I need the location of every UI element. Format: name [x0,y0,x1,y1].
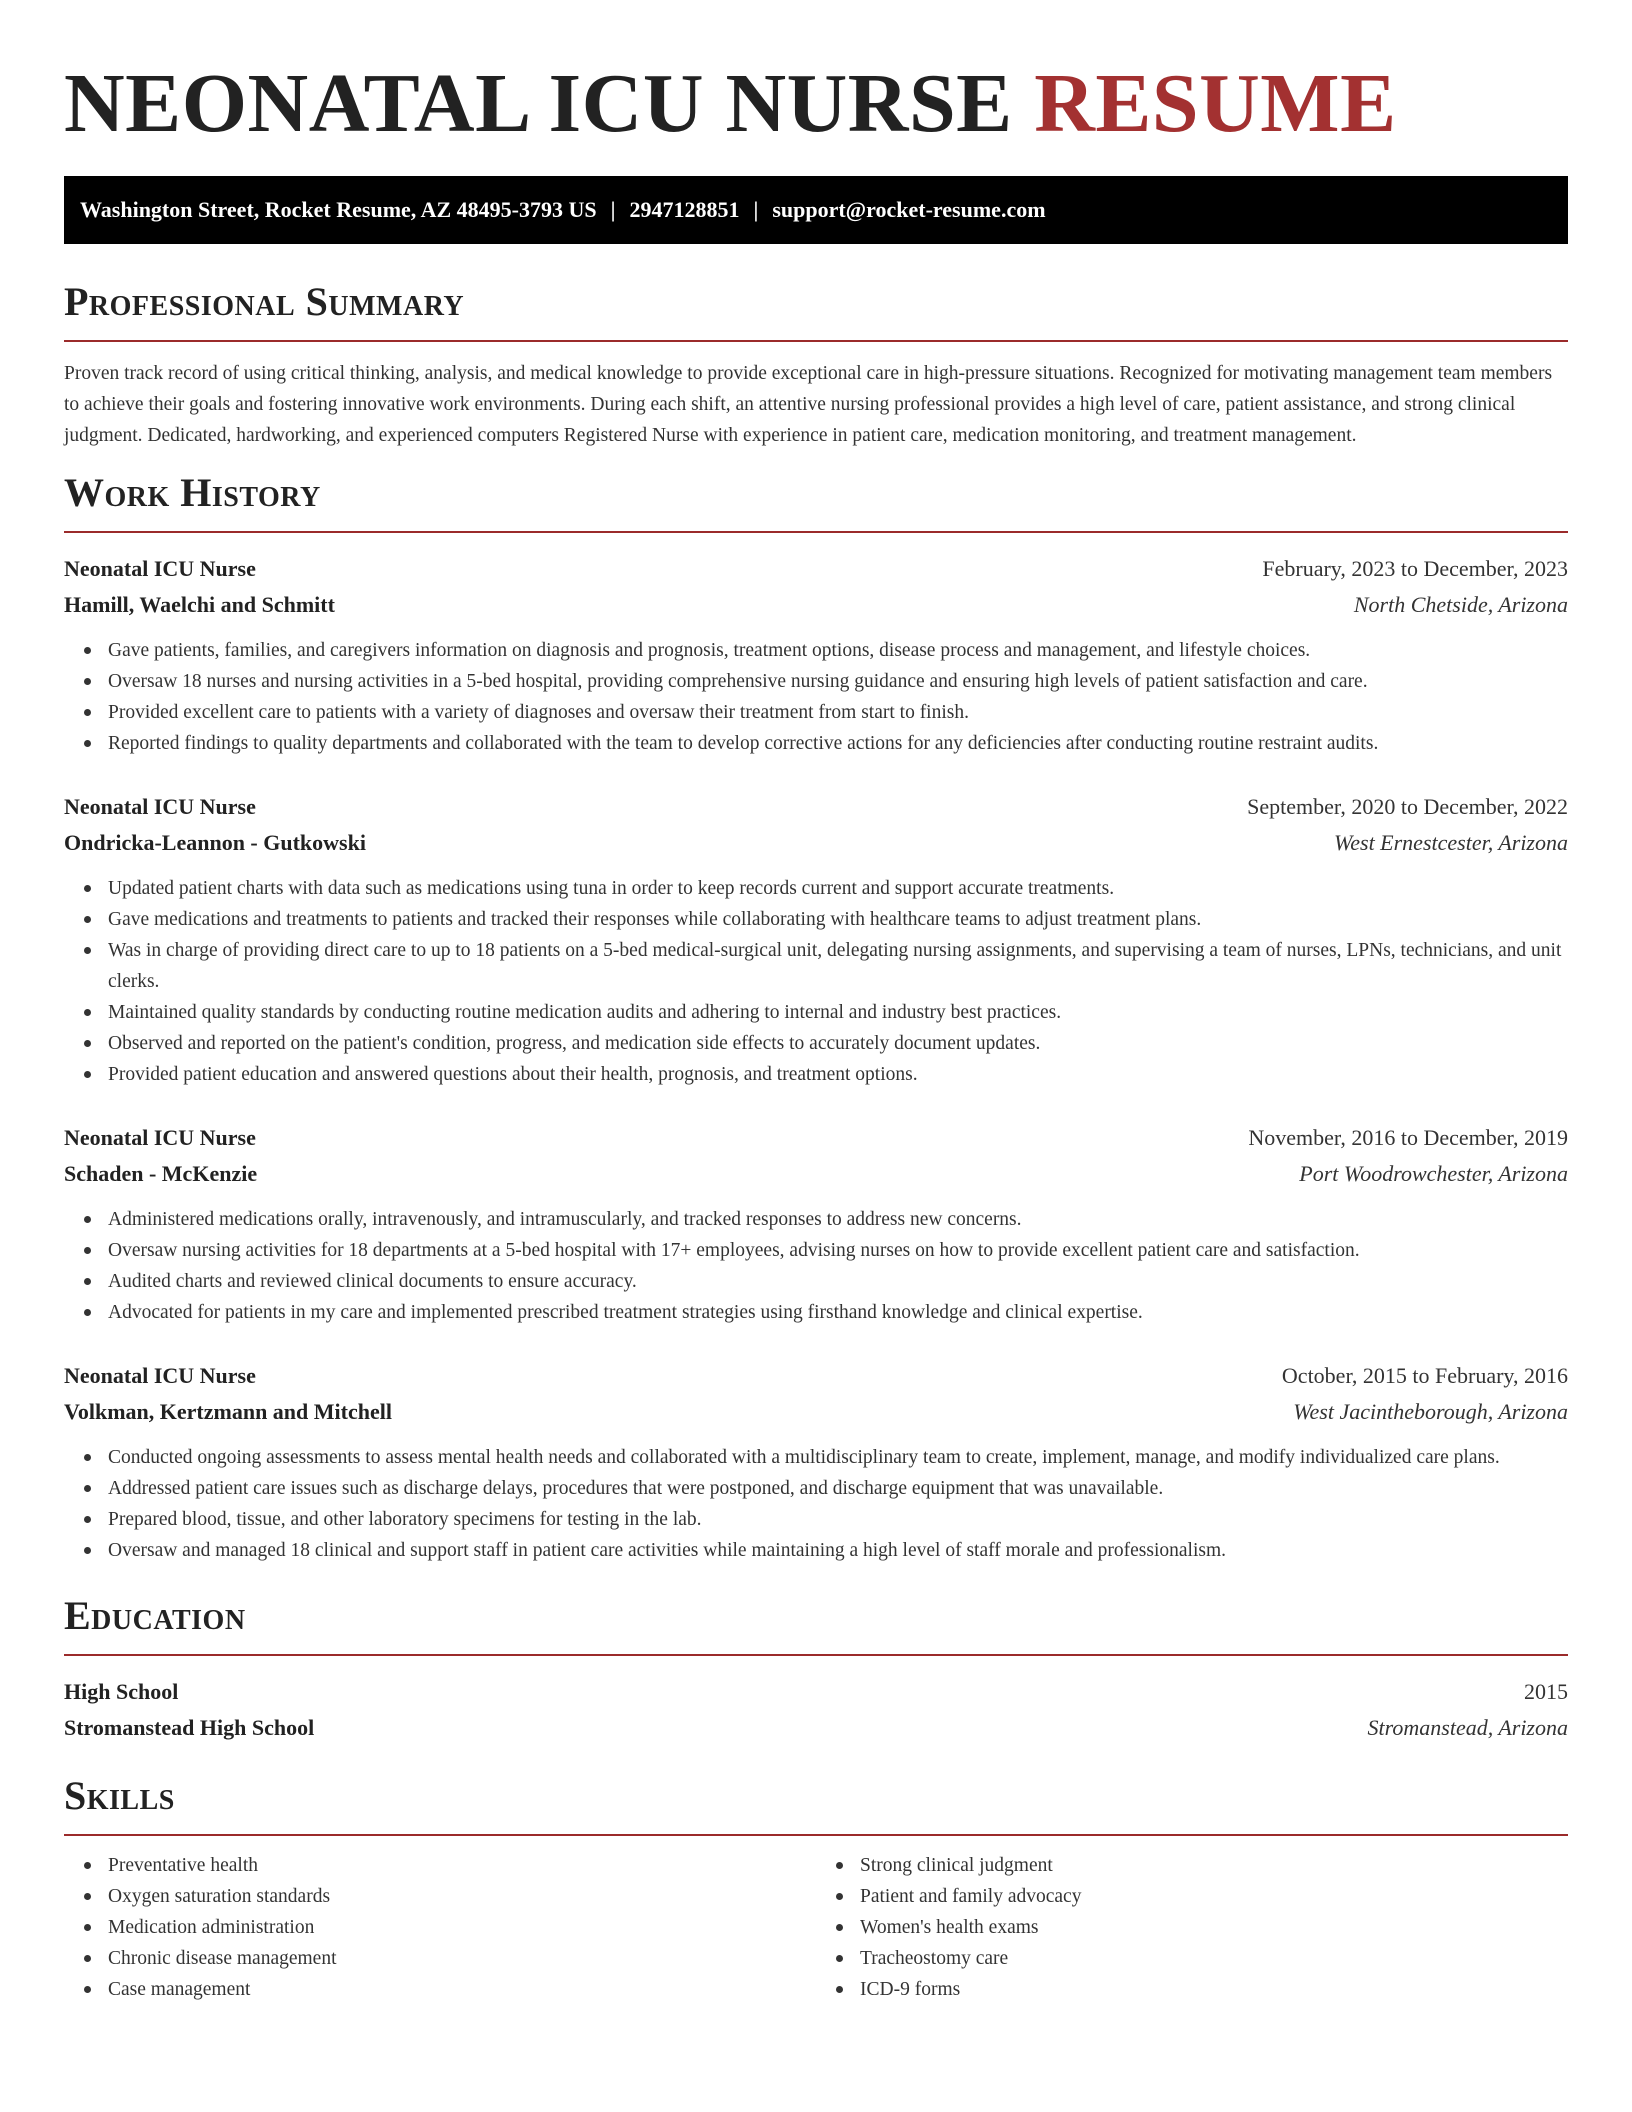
job-bullet: Observed and reported on the patient's condition, progress, and medication side effects to accurately document updates. [108,1028,1568,1059]
job-bullet: Prepared blood, tissue, and other laboratory specimens for testing in the lab. [108,1504,1568,1535]
education-section [64,1592,1568,1746]
education-row [64,1710,1568,1746]
title-main: NEONATAL ICU NURSE [64,57,1013,150]
job-location: West Jacintheborough, Arizona [1293,1399,1568,1424]
section-heading-summary: Professional Summary [64,279,465,324]
job-bullet: Addressed patient care issues such as discharge delays, procedures that were postponed, and discharge equipment that was unavailable. [108,1473,1568,1504]
section-heading-work: Work History [64,470,321,515]
skill-item: Tracheostomy care [860,1943,1568,1974]
education-location: Stromanstead, Arizona [1367,1715,1568,1740]
job-bullet: Conducted ongoing assessments to assess mental health needs and collaborated with a multidisciplinary team to create, implement, manage, and modify individualized care plans. [108,1442,1568,1473]
job-bullet: Oversaw and managed 18 clinical and support staff in patient care activities while maintaining a high level of staff morale and professionalism. [108,1535,1568,1566]
job-header-row [64,587,1568,623]
job-header-row [64,1358,1568,1394]
job-title: Neonatal ICU Nurse [64,1125,256,1150]
job-bullet-list [64,1442,1568,1566]
contact-email[interactable]: support@rocket-resume.com [772,197,1046,222]
skill-item: Patient and family advocacy [860,1881,1568,1912]
job-title: Neonatal ICU Nurse [64,1363,256,1388]
skill-item: ICD-9 forms [860,1974,1568,2005]
skill-item: Medication administration [108,1912,816,1943]
job-bullet: Gave medications and treatments to patients and tracked their responses while collaborating with healthcare teams to adjust treatment plans. [108,904,1568,935]
job-company: Hamill, Waelchi and Schmitt [64,592,335,617]
skill-item: Case management [108,1974,816,2005]
job-location: North Chetside, Arizona [1353,592,1568,617]
job-header-row [64,1120,1568,1156]
job-bullet-list [64,873,1568,1090]
job-title: Neonatal ICU Nurse [64,794,256,819]
skill-item: Oxygen saturation standards [108,1881,816,1912]
job-company: Volkman, Kertzmann and Mitchell [64,1399,392,1424]
contact-bar [64,176,1568,244]
job-bullet: Provided excellent care to patients with a variety of diagnoses and oversaw their treatment from start to finish. [108,697,1568,728]
skills-list-right [816,1850,1568,2005]
education-row [64,1674,1568,1710]
job-dates: October, 2015 to February, 2016 [1281,1363,1568,1388]
skills-section [64,1772,1568,2005]
job-dates: November, 2016 to December, 2019 [1248,1125,1568,1150]
section-heading-education: Education [64,1593,246,1638]
skill-item: Chronic disease management [108,1943,816,1974]
job-bullet: Administered medications orally, intravenously, and intramuscularly, and tracked responses to address new concerns. [108,1204,1568,1235]
section-divider [64,531,1568,533]
job-header-row [64,789,1568,825]
job-bullet-list [64,635,1568,759]
work-history-section [64,469,1568,1566]
job-bullet: Advocated for patients in my care and implemented prescribed treatment strategies using firsthand knowledge and clinical expertise. [108,1297,1568,1328]
job-header-row [64,1156,1568,1192]
job-header-row [64,825,1568,861]
job-entry [64,1358,1568,1566]
job-dates: September, 2020 to December, 2022 [1247,794,1568,819]
section-divider [64,1654,1568,1656]
section-divider [64,340,1568,342]
job-bullet: Oversaw nursing activities for 18 departments at a 5-bed hospital with 17+ employees, advising nurses on how to provide excellent patient care and satisfaction. [108,1235,1568,1266]
education-school: Stromanstead High School [64,1715,315,1740]
section-heading-skills: Skills [64,1773,175,1818]
job-dates: February, 2023 to December, 2023 [1262,556,1568,581]
job-bullet: Reported findings to quality departments and collaborated with the team to develop corrective actions for any deficiencies after conducting routine restraint audits. [108,728,1568,759]
job-entry [64,789,1568,1090]
skills-columns [64,1850,1568,2005]
education-entry [64,1674,1568,1746]
job-header-row [64,1394,1568,1430]
job-entry [64,1120,1568,1328]
resume-title [64,58,1568,150]
skill-item: Strong clinical judgment [860,1850,1568,1881]
job-bullet: Gave patients, families, and caregivers information on diagnosis and prognosis, treatment options, disease process and management, and lifestyle choices. [108,635,1568,666]
section-divider [64,1834,1568,1836]
education-year: 2015 [1524,1679,1568,1704]
job-bullet: Provided patient education and answered questions about their health, prognosis, and treatment options. [108,1059,1568,1090]
skills-list-left [64,1850,816,2005]
job-location: Port Woodrowchester, Arizona [1299,1161,1568,1186]
job-header-row [64,551,1568,587]
job-location: West Ernestcester, Arizona [1333,830,1568,855]
skill-item: Preventative health [108,1850,816,1881]
summary-section [64,278,1568,451]
job-bullet: Updated patient charts with data such as medications using tuna in order to keep records current and support accurate treatments. [108,873,1568,904]
job-company: Schaden - McKenzie [64,1161,258,1186]
job-bullet: Maintained quality standards by conducting routine medication audits and adhering to internal and industry best practices. [108,997,1568,1028]
contact-separator: | [753,197,759,222]
skill-item: Women's health exams [860,1912,1568,1943]
contact-phone[interactable]: 2947128851 [629,197,740,222]
contact-separator: | [610,197,616,222]
job-bullet: Was in charge of providing direct care to up to 18 patients on a 5-bed medical-surgical unit, delegating nursing assignments, and supervising a team of nurses, LPNs, technicians, and unit clerks. [108,935,1568,997]
summary-text: Proven track record of using critical thinking, analysis, and medical knowledge to provide exceptional care in high-pressure situations. Recognized for motivating management team members to achieve their goals and fostering innovative work environments. During each shift, an attentive nursing professional provides a high level of care, patient assistance, and strong clinical judgment. Dedicated, hardworking, and experienced computers Registered Nurse with experience in patient care, medication monitoring, and treatment management. [64,363,1553,446]
job-company: Ondricka-Leannon - Gutkowski [64,830,366,855]
job-list [64,551,1568,1566]
contact-address: Washington Street, Rocket Resume, AZ 48495-3793 US [80,197,597,222]
job-title: Neonatal ICU Nurse [64,556,256,581]
job-bullet: Audited charts and reviewed clinical documents to ensure accuracy. [108,1266,1568,1297]
job-bullet-list [64,1204,1568,1328]
title-accent: RESUME [1034,57,1397,150]
job-bullet: Oversaw 18 nurses and nursing activities in a 5-bed hospital, providing comprehensive nursing guidance and ensuring high levels of patient satisfaction and care. [108,666,1568,697]
job-entry [64,551,1568,759]
education-degree: High School [64,1679,179,1704]
